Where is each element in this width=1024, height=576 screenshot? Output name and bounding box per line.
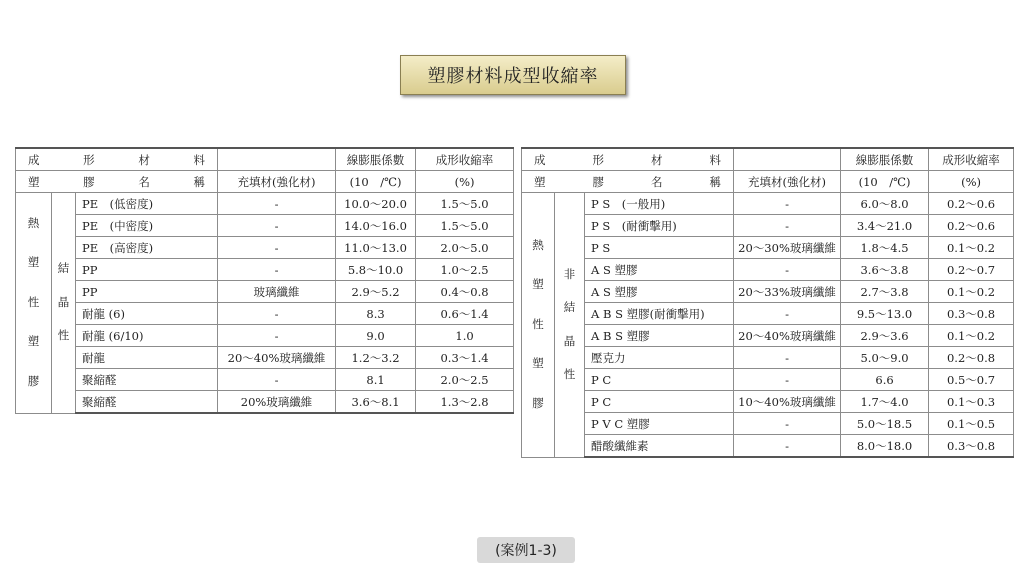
table-row	[16, 215, 514, 237]
shrinkage-value: 0.1～0.2	[929, 281, 1014, 303]
expansion-value: 3.4～21.0	[841, 215, 929, 237]
material-name: PE (中密度)	[76, 215, 218, 237]
filler-value: 20～30%玻璃纖維	[734, 237, 841, 259]
filler-value: -	[734, 303, 841, 325]
table-row	[522, 193, 1014, 215]
filler-value: -	[734, 369, 841, 391]
material-name: 聚縮醛	[76, 391, 218, 414]
table-row	[522, 347, 1014, 369]
table-row	[16, 259, 514, 281]
shrinkage-table-crystalline	[15, 147, 514, 414]
material-name: 耐龍	[76, 347, 218, 369]
table-row	[16, 391, 514, 414]
header-expansion: 線膨脹係數	[336, 148, 416, 171]
header-filler: 充填材(強化材)	[734, 171, 841, 193]
vertical-label	[563, 266, 577, 381]
page-title: 塑膠材料成型收縮率	[400, 55, 626, 95]
header-expansion: 線膨脹係數	[841, 148, 929, 171]
shrinkage-value: 0.3～1.4	[416, 347, 514, 369]
material-name: P S	[585, 237, 734, 259]
material-name: PE (低密度)	[76, 193, 218, 215]
filler-value: -	[218, 369, 336, 391]
subgroup-label	[555, 193, 585, 458]
group-label	[16, 193, 52, 414]
material-name: 醋酸纖維素	[585, 435, 734, 458]
filler-value: 10～40%玻璃纖維	[734, 391, 841, 413]
filler-value: 20～40%玻璃纖維	[218, 347, 336, 369]
filler-value: -	[218, 215, 336, 237]
header-shrinkage: 成形收縮率	[929, 148, 1014, 171]
material-name: A S 塑膠	[585, 259, 734, 281]
label-char: 性	[57, 328, 70, 343]
material-name: PE (高密度)	[76, 237, 218, 259]
subgroup-label	[52, 193, 76, 414]
expansion-value: 2.9～5.2	[336, 281, 416, 303]
expansion-value: 1.8～4.5	[841, 237, 929, 259]
filler-value: -	[218, 237, 336, 259]
expansion-value: 5.0～18.5	[841, 413, 929, 435]
filler-value: -	[218, 259, 336, 281]
expansion-value: 14.0～16.0	[336, 215, 416, 237]
table-row	[16, 193, 514, 215]
vertical-label	[27, 215, 41, 388]
table-row	[16, 325, 514, 347]
shrinkage-value: 0.2～0.8	[929, 347, 1014, 369]
expansion-value: 8.3	[336, 303, 416, 325]
table-row	[522, 413, 1014, 435]
shrinkage-value: 0.2～0.7	[929, 259, 1014, 281]
label-char: 塑	[532, 356, 544, 371]
table-row	[522, 237, 1014, 259]
filler-value: 20～40%玻璃纖維	[734, 325, 841, 347]
material-name: PP	[76, 281, 218, 303]
label-char: 熱	[27, 215, 40, 230]
shrinkage-value: 1.3～2.8	[416, 391, 514, 414]
shrinkage-value: 0.2～0.6	[929, 215, 1014, 237]
material-name: P S (一般用)	[585, 193, 734, 215]
label-char: 性	[563, 367, 576, 381]
label-char: 性	[532, 316, 544, 331]
table-row	[522, 215, 1014, 237]
header-row	[16, 148, 514, 171]
header-expansion-unit: (10 /℃)	[336, 171, 416, 193]
filler-value: 20～33%玻璃纖維	[734, 281, 841, 303]
header-filler: 充填材(強化材)	[218, 171, 336, 193]
label-char: 膠	[27, 373, 40, 388]
material-name: P C	[585, 369, 734, 391]
material-name: 聚縮醛	[76, 369, 218, 391]
table-row	[16, 303, 514, 325]
filler-value: 20%玻璃纖維	[218, 391, 336, 414]
filler-value: -	[734, 215, 841, 237]
label-char: 性	[27, 294, 40, 309]
shrinkage-value: 1.5～5.0	[416, 193, 514, 215]
expansion-value: 2.9～3.6	[841, 325, 929, 347]
expansion-value: 3.6～8.1	[336, 391, 416, 414]
material-name: P C	[585, 391, 734, 413]
filler-value: -	[734, 347, 841, 369]
label-char: 結	[563, 300, 576, 314]
expansion-value: 9.5～13.0	[841, 303, 929, 325]
label-char: 膠	[532, 395, 544, 410]
expansion-value: 5.0～9.0	[841, 347, 929, 369]
expansion-value: 8.1	[336, 369, 416, 391]
table-row	[522, 281, 1014, 303]
table-row	[522, 435, 1014, 458]
expansion-value: 10.0～20.0	[336, 193, 416, 215]
table-row	[16, 347, 514, 369]
material-name: 耐龍 (6)	[76, 303, 218, 325]
expansion-value: 11.0～13.0	[336, 237, 416, 259]
expansion-value: 1.2～3.2	[336, 347, 416, 369]
filler-value: -	[218, 325, 336, 347]
header-forming-material: 成 形 材 料	[522, 148, 734, 171]
label-char: 晶	[57, 294, 70, 309]
table-row	[16, 281, 514, 303]
expansion-value: 5.8～10.0	[336, 259, 416, 281]
expansion-value: 1.7～4.0	[841, 391, 929, 413]
table-row	[16, 237, 514, 259]
expansion-value: 2.7～3.8	[841, 281, 929, 303]
table-row	[522, 259, 1014, 281]
shrinkage-value: 1.0～2.5	[416, 259, 514, 281]
header-shrinkage: 成形收縮率	[416, 148, 514, 171]
case-caption: (案例1-3)	[477, 537, 575, 563]
table-row	[522, 325, 1014, 347]
filler-value: -	[734, 193, 841, 215]
header-shrinkage-unit: (%)	[416, 171, 514, 193]
shrinkage-value: 0.5～0.7	[929, 369, 1014, 391]
shrinkage-value: 0.1～0.2	[929, 325, 1014, 347]
header-plastic-name: 塑 膠 名 稱	[522, 171, 734, 193]
shrinkage-value: 0.1～0.5	[929, 413, 1014, 435]
shrinkage-value: 0.1～0.2	[929, 237, 1014, 259]
filler-value: -	[734, 435, 841, 458]
filler-value: -	[734, 259, 841, 281]
filler-value: 玻璃纖維	[218, 281, 336, 303]
header-forming-material: 成 形 材 料	[16, 148, 218, 171]
label-char: 熱	[532, 237, 544, 252]
header-row	[522, 148, 1014, 171]
table-row	[522, 391, 1014, 413]
expansion-value: 3.6～3.8	[841, 259, 929, 281]
expansion-value: 8.0～18.0	[841, 435, 929, 458]
header-row-2	[16, 171, 514, 193]
material-name: 耐龍 (6/10)	[76, 325, 218, 347]
vertical-label	[531, 237, 545, 410]
material-name: P V C 塑膠	[585, 413, 734, 435]
shrinkage-value: 0.3～0.8	[929, 303, 1014, 325]
table-row	[16, 369, 514, 391]
filler-value: -	[218, 303, 336, 325]
material-name: A B S 塑膠(耐衝擊用)	[585, 303, 734, 325]
expansion-value: 6.0～8.0	[841, 193, 929, 215]
header-expansion-unit: (10 /℃)	[841, 171, 929, 193]
label-char: 塑	[532, 277, 544, 292]
expansion-value: 9.0	[336, 325, 416, 347]
label-char: 塑	[27, 334, 40, 349]
table-row	[522, 303, 1014, 325]
shrinkage-value: 1.0	[416, 325, 514, 347]
label-char: 晶	[563, 333, 576, 348]
material-name: P S (耐衝擊用)	[585, 215, 734, 237]
group-label	[522, 193, 555, 458]
material-name: PP	[76, 259, 218, 281]
label-char: 塑	[27, 255, 40, 270]
label-char: 非	[563, 266, 576, 281]
shrinkage-value: 0.2～0.6	[929, 193, 1014, 215]
shrinkage-table-amorphous	[521, 147, 1014, 458]
expansion-value: 6.6	[841, 369, 929, 391]
header-blank	[734, 148, 841, 171]
filler-value: -	[734, 413, 841, 435]
header-shrinkage-unit: (%)	[929, 171, 1014, 193]
vertical-label	[57, 263, 71, 342]
header-plastic-name: 塑 膠 名 稱	[16, 171, 218, 193]
shrinkage-value: 0.4～0.8	[416, 281, 514, 303]
header-blank	[218, 148, 336, 171]
shrinkage-value: 2.0～5.0	[416, 237, 514, 259]
label-char: 結	[57, 261, 70, 276]
material-name: 壓克力	[585, 347, 734, 369]
material-name: A S 塑膠	[585, 281, 734, 303]
shrinkage-value: 1.5～5.0	[416, 215, 514, 237]
shrinkage-value: 2.0～2.5	[416, 369, 514, 391]
shrinkage-value: 0.1～0.3	[929, 391, 1014, 413]
shrinkage-value: 0.3～0.8	[929, 435, 1014, 458]
material-name: A B S 塑膠	[585, 325, 734, 347]
shrinkage-value: 0.6～1.4	[416, 303, 514, 325]
filler-value: -	[218, 193, 336, 215]
table-row	[522, 369, 1014, 391]
header-row-2	[522, 171, 1014, 193]
